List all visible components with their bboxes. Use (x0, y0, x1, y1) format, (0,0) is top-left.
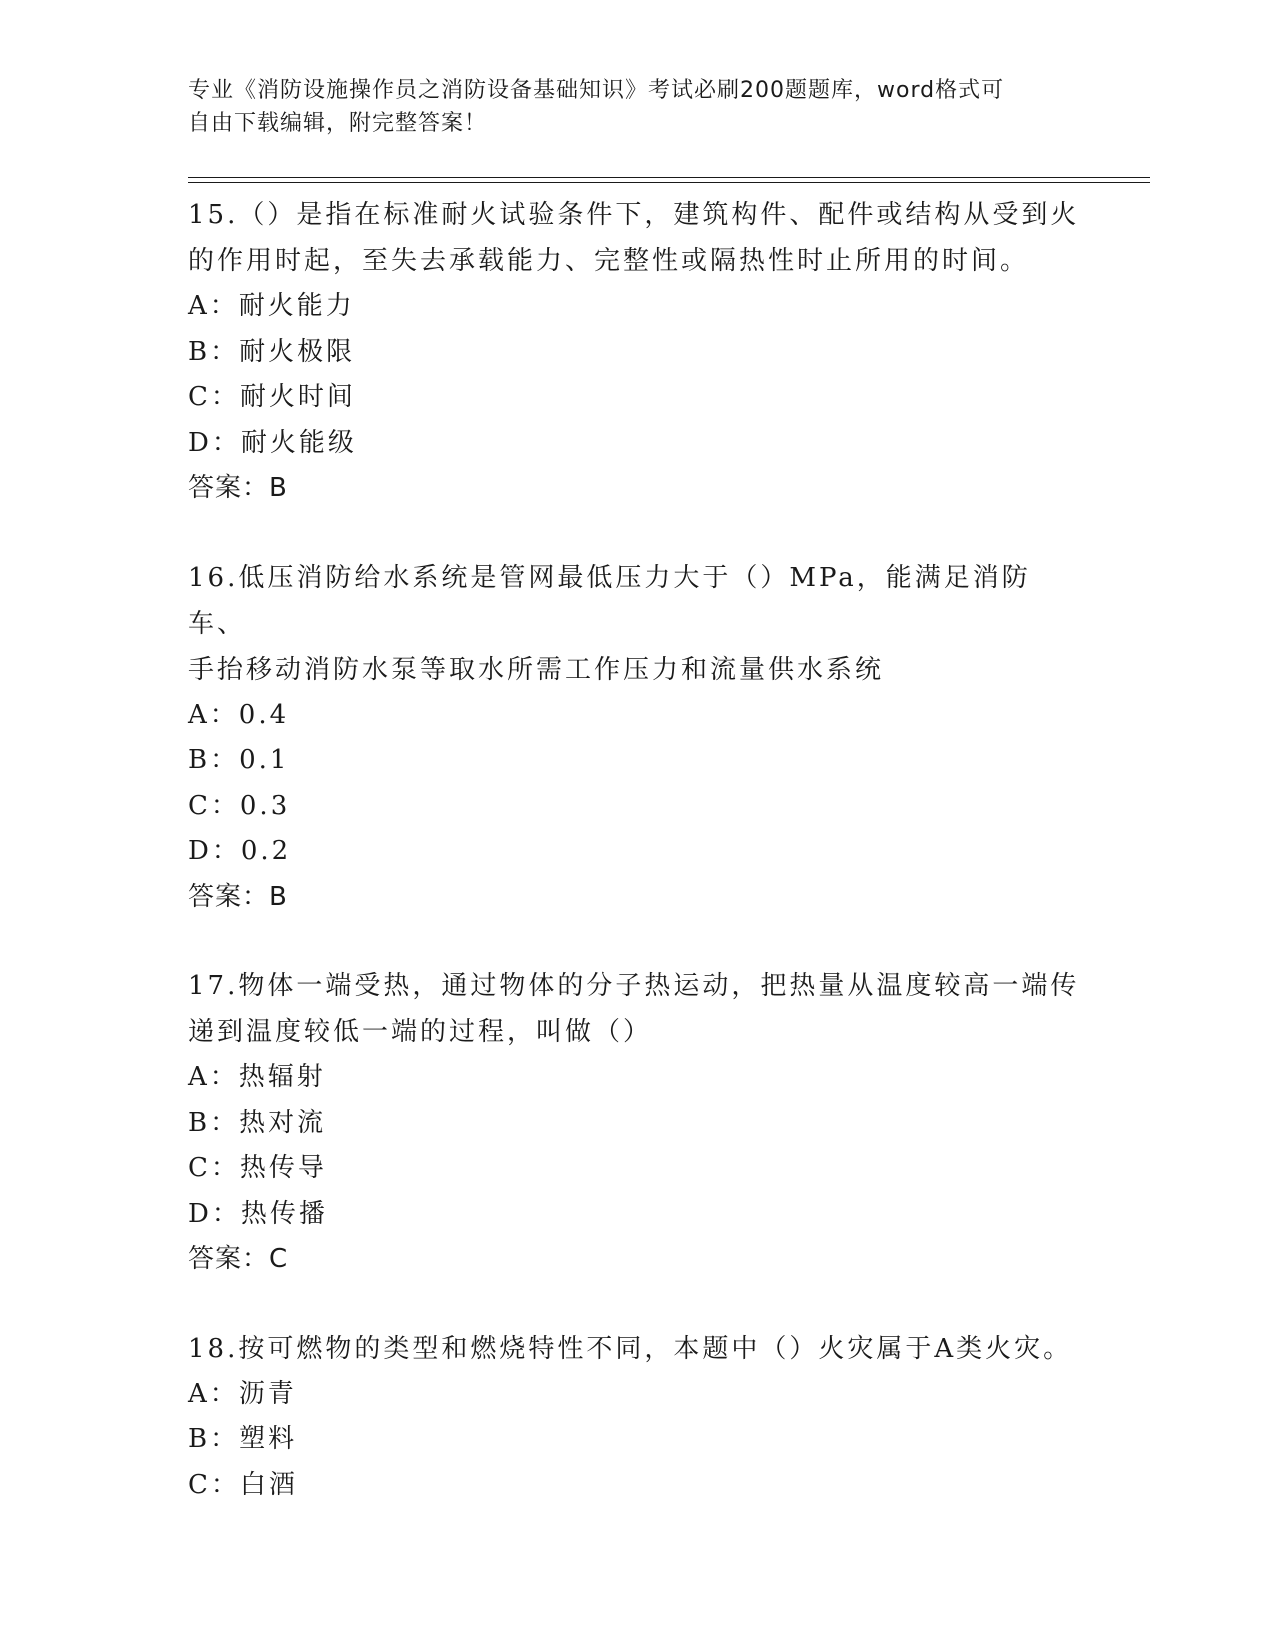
answer: 答案：B (188, 473, 288, 503)
option-d: D：耐火能级 (188, 427, 357, 458)
option-b: B：塑料 (188, 1424, 298, 1454)
question-text-line: 18.按可燃物的类型和燃烧特性不同，本题中（）火灾属于A类火灾。 (188, 1333, 1073, 1364)
header-line-2: 自由下载编辑，附完整答案！ (188, 111, 488, 136)
question-list (188, 192, 1088, 1508)
header-line-1: 专业《消防设施操作员之消防设备基础知识》考试必刷200题题库，word格式可 (188, 78, 1005, 103)
question-spacer (188, 920, 1088, 963)
question-15 (188, 192, 1088, 512)
header-divider-bottom (188, 182, 1150, 183)
option-c: C：热传导 (188, 1153, 327, 1183)
option-b: B：热对流 (188, 1107, 327, 1138)
question-text-line: 15.（）是指在标准耐火试验条件下，建筑构件、配件或结构从受到火 (188, 200, 1080, 230)
option-b: B：耐火极限 (188, 336, 356, 367)
question-text-line: 的作用时起，至失去承载能力、完整性或隔热性时止所用的时间。 (188, 246, 1030, 276)
option-c: C：0.3 (188, 790, 291, 821)
option-a: A：耐火能力 (188, 291, 355, 321)
option-b: B：0.1 (188, 745, 290, 775)
option-d: D：热传播 (188, 1198, 328, 1229)
question-18 (188, 1326, 1088, 1509)
question-text-line: 16.低压消防给水系统是管网最低压力大于（）MPa，能满足消防车、 (188, 562, 1031, 639)
question-text-line: 17.物体一端受热，通过物体的分子热运动，把热量从温度较高一端传 (188, 971, 1080, 1001)
question-16 (188, 555, 1088, 921)
answer: 答案：C (188, 1244, 289, 1274)
question-spacer (188, 512, 1088, 555)
question-text-line: 递到温度较低一端的过程，叫做（） (188, 1017, 653, 1047)
option-c: C：耐火时间 (188, 382, 356, 412)
option-a: A：热辐射 (188, 1062, 326, 1092)
header-divider-top (188, 177, 1150, 178)
question-17 (188, 963, 1088, 1283)
question-text-line: 手抬移动消防水泵等取水所需工作压力和流量供水系统 (188, 654, 885, 685)
document-header (188, 74, 1088, 140)
option-c: C：白酒 (188, 1469, 298, 1500)
question-spacer (188, 1283, 1088, 1326)
option-d: D：0.2 (188, 836, 292, 866)
answer: 答案：B (188, 881, 288, 912)
option-a: A：0.4 (188, 699, 290, 730)
option-a: A：沥青 (188, 1378, 297, 1409)
